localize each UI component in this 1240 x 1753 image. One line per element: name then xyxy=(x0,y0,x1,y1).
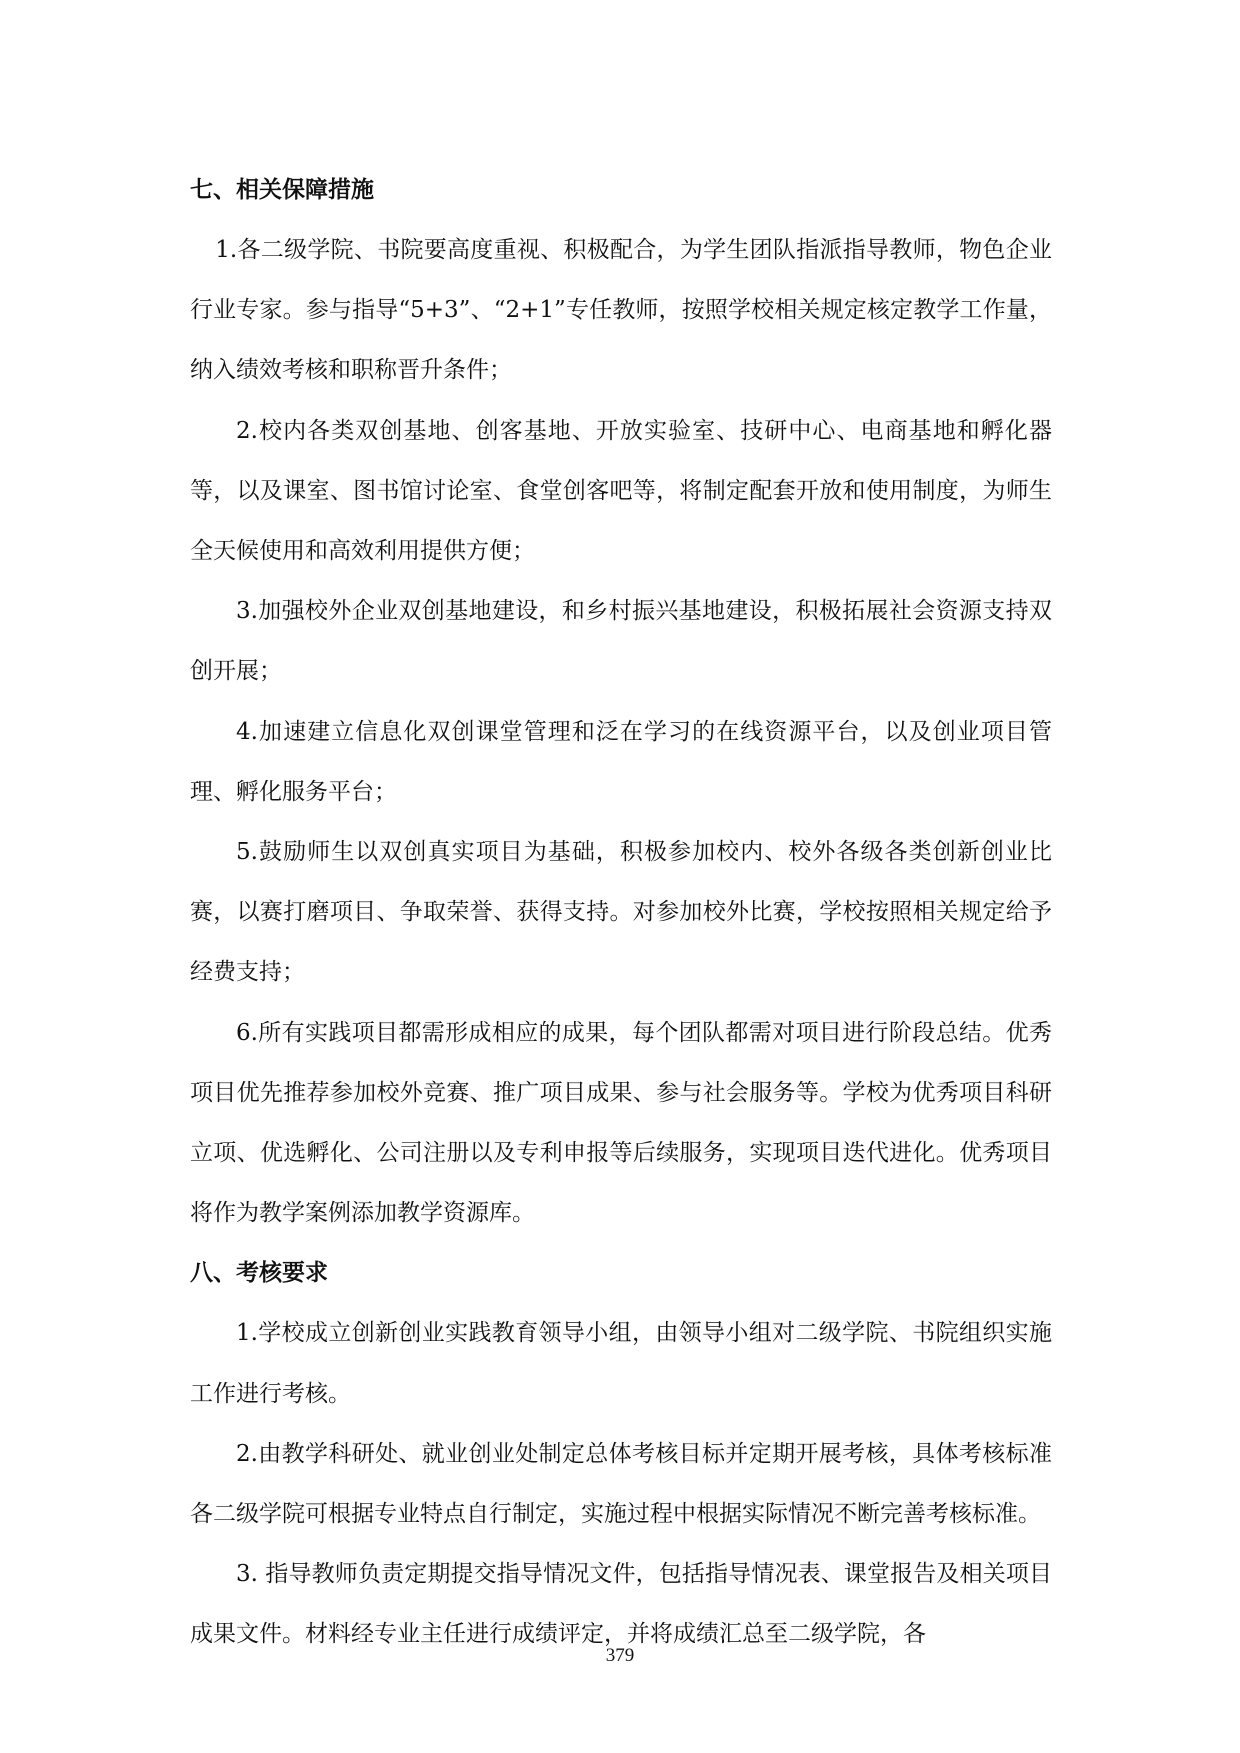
assessment-item-2: 2.由教学科研处、就业创业处制定总体考核目标并定期开展考核，具体考核标准各二级学院可根据专业特点自行制定，实施过程中根据实际情况不断完善考核标准。 xyxy=(190,1440,1052,1528)
safeguard-item-1: 1.各二级学院、书院要高度重视、积极配合，为学生团队指派指导教师，物色企业行业专家。参与指导“5+3”、“2+1”专任教师，按照学校相关规定核定教学工作量，纳入绩效考核和职称晋升条件； xyxy=(190,237,1052,384)
assessment-item-3: 3. 指导教师负责定期提交指导情况文件，包括指导情况表、课堂报告及相关项目成果文件。材料经专业主任进行成绩评定，并将成绩汇总至二级学院，各 xyxy=(190,1561,1052,1648)
page-number: 379 xyxy=(605,1645,635,1666)
safeguard-item-3: 3.加强校外企业双创基地建设，和乡村振兴基地建设，积极拓展社会资源支持双创开展； xyxy=(190,598,1052,685)
assessment-item-1: 1.学校成立创新创业实践教育领导小组，由领导小组对二级学院、书院组织实施工作进行考核。 xyxy=(190,1320,1052,1407)
section-heading-safeguards: 七、相关保障措施 xyxy=(190,177,374,203)
safeguard-item-2: 2.校内各类双创基地、创客基地、开放实验室、技研中心、电商基地和孵化器等，以及课室、图书馆讨论室、食堂创客吧等，将制定配套开放和使用制度，为师生全天候使用和高效利用提供方便； xyxy=(190,417,1052,565)
safeguard-item-4: 4.加速建立信息化双创课堂管理和泛在学习的在线资源平台，以及创业项目管理、孵化服务平台； xyxy=(190,718,1052,805)
page-content xyxy=(190,160,1052,1665)
safeguard-item-6: 6.所有实践项目都需形成相应的成果，每个团队都需对项目进行阶段总结。优秀项目优先推荐参加校外竞赛、推广项目成果、参与社会服务等。学校为优秀项目科研立项、优选孵化、公司注册以及专利申报等后续服务，实现项目迭代进化。优秀项目将作为教学案例添加教学资源库。 xyxy=(190,1019,1052,1227)
section-heading-assessment: 八、考核要求 xyxy=(190,1260,328,1287)
safeguard-item-5: 5.鼓励师生以双创真实项目为基础，积极参加校内、校外各级各类创新创业比赛，以赛打磨项目、争取荣誉、获得支持。对参加校外比赛，学校按照相关规定给予经费支持； xyxy=(190,839,1052,986)
